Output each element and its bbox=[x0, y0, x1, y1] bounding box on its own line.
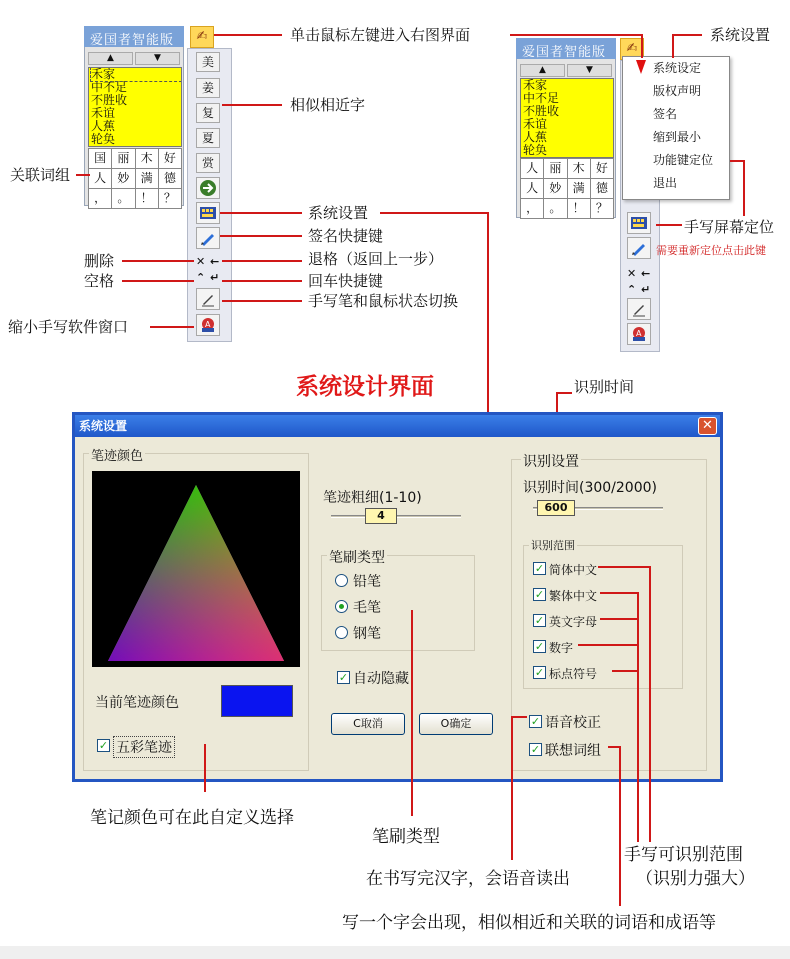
annotation-color-select: 笔记颜色可在此自定义选择 bbox=[90, 808, 294, 828]
brush-label-pen: 钢笔 bbox=[353, 626, 381, 642]
right-settings-gear-icon[interactable]: ✍ bbox=[620, 38, 644, 60]
grid-cell[interactable]: ？ bbox=[591, 199, 614, 219]
grid-cell[interactable]: ， bbox=[521, 199, 544, 219]
annotation-associated: 关联词组 bbox=[10, 166, 71, 184]
right-candidate-list bbox=[520, 78, 614, 158]
settings-dropdown-menu bbox=[622, 56, 730, 200]
connector-line bbox=[222, 300, 302, 302]
range-label-digits: 数字 bbox=[549, 641, 574, 655]
current-color-swatch[interactable] bbox=[221, 685, 293, 717]
grid-cell[interactable]: 。 bbox=[544, 199, 567, 219]
grid-cell[interactable]: 丽 bbox=[112, 149, 135, 169]
minimize-window-icon[interactable] bbox=[196, 314, 220, 336]
grid-cell[interactable]: 人 bbox=[521, 179, 544, 199]
stroke-color-group-label: 笔迹颜色 bbox=[89, 445, 145, 464]
connector-line bbox=[220, 235, 302, 237]
connector-line bbox=[222, 280, 302, 282]
next-arrow-icon[interactable] bbox=[196, 177, 220, 199]
brush-type-group-label: 笔刷类型 bbox=[327, 547, 387, 567]
connector-line bbox=[578, 644, 638, 646]
candidate-item[interactable]: 禾谊 bbox=[523, 117, 548, 131]
colorful-checkbox[interactable]: ✓ bbox=[98, 739, 109, 752]
brush-radio-pencil[interactable] bbox=[335, 574, 348, 587]
grid-cell[interactable]: ？ bbox=[159, 189, 182, 209]
connector-line bbox=[150, 326, 194, 328]
candidate-item[interactable]: 人蕉 bbox=[91, 119, 116, 133]
left-settings-gear-icon[interactable]: ✍ bbox=[190, 26, 214, 48]
annotation-pen-mouse: 手写笔和鼠标状态切换 bbox=[308, 292, 459, 310]
range-label-english: 英文字母 bbox=[549, 615, 598, 629]
right-page-arrows bbox=[520, 64, 612, 77]
connector-line bbox=[222, 104, 282, 106]
range-label-traditional: 繁体中文 bbox=[549, 589, 598, 603]
connector-line bbox=[730, 160, 744, 162]
left-page-arrows bbox=[88, 52, 180, 65]
candidate-item[interactable]: 轮奂 bbox=[91, 132, 116, 146]
left-related-grid bbox=[88, 148, 182, 209]
range-checkbox-digits[interactable]: ✓ bbox=[534, 640, 545, 653]
similar-char-5[interactable]: 赏 bbox=[196, 153, 220, 173]
bottom-divider bbox=[0, 946, 790, 959]
grid-cell[interactable]: 德 bbox=[159, 169, 182, 189]
annotation-similar: 相似相近字 bbox=[290, 96, 366, 114]
signature-pen-icon[interactable] bbox=[627, 237, 651, 259]
menu-item-signature[interactable]: 签名 bbox=[653, 107, 678, 121]
right-related-grid bbox=[520, 158, 614, 219]
recog-time-label: 识别时间(300/2000) bbox=[523, 480, 657, 496]
similar-char-2[interactable]: 姜 bbox=[196, 78, 220, 98]
grid-cell[interactable]: 妙 bbox=[544, 179, 567, 199]
annotation-click-left: 单击鼠标左键进入右图界面 bbox=[290, 26, 471, 44]
grid-cell[interactable]: ， bbox=[89, 189, 112, 209]
connector-line bbox=[656, 224, 682, 226]
annotation-bottom: 写一个字会出现，相似相近和关联的词语和成语等 bbox=[342, 913, 716, 933]
grid-cell[interactable]: 人 bbox=[521, 159, 544, 179]
delete-icon[interactable]: ✕ bbox=[627, 267, 637, 280]
dialog-title: 系统设置 bbox=[75, 415, 720, 437]
annotation-minimize: 缩小手写软件窗口 bbox=[8, 318, 129, 336]
recog-range-group-label: 识别范围 bbox=[531, 539, 575, 552]
connector-line bbox=[380, 212, 488, 214]
annotation-reposition: 需要重新定位点击此键 bbox=[656, 244, 766, 257]
similar-char-4[interactable]: 夏 bbox=[196, 128, 220, 148]
recog-time-slider-thumb[interactable]: 600 bbox=[537, 500, 575, 516]
enter-icon[interactable]: ↵ bbox=[210, 271, 220, 284]
connector-line bbox=[511, 716, 527, 718]
range-label-punctuation: 标点符号 bbox=[549, 667, 598, 681]
connector-line bbox=[600, 618, 638, 620]
grid-cell[interactable]: 木 bbox=[568, 159, 591, 179]
menu-item-system-settings[interactable]: 系统设定 bbox=[653, 61, 702, 75]
annotation-backspace: 退格（返回上一步） bbox=[308, 250, 444, 268]
annotation-voice: 在书写完汉字，会语音读出 bbox=[366, 869, 570, 889]
menu-item-copyright[interactable]: 版权声明 bbox=[653, 84, 702, 98]
left-candidate-list bbox=[88, 67, 182, 147]
minimize-window-icon[interactable] bbox=[627, 323, 651, 345]
grid-cell[interactable]: 人 bbox=[89, 169, 112, 189]
thickness-slider-thumb[interactable]: 4 bbox=[365, 508, 397, 524]
menu-item-exit[interactable]: 退出 bbox=[653, 176, 678, 190]
candidate-item[interactable]: 中不足 bbox=[523, 91, 560, 105]
page-down-button[interactable]: ▼ bbox=[135, 52, 180, 65]
space-icon[interactable]: ⌃ bbox=[196, 271, 206, 284]
backspace-icon[interactable]: ← bbox=[210, 255, 220, 268]
menu-item-minimize[interactable]: 缩到最小 bbox=[653, 130, 702, 144]
connector-line bbox=[600, 592, 638, 594]
ok-button[interactable]: O确定 bbox=[419, 713, 493, 735]
connector-line bbox=[598, 566, 650, 568]
connector-line bbox=[511, 716, 513, 860]
current-color-label: 当前笔迹颜色 bbox=[95, 695, 179, 711]
annotation-space: 空格 bbox=[84, 272, 115, 290]
connector-line bbox=[204, 744, 206, 792]
svg-text:A: A bbox=[636, 329, 642, 338]
grid-cell[interactable]: 。 bbox=[112, 189, 135, 209]
connector-line bbox=[672, 34, 702, 36]
delete-icon[interactable]: ✕ bbox=[196, 255, 206, 268]
grid-cell[interactable]: 国 bbox=[89, 149, 112, 169]
annotation-signature: 签名快捷键 bbox=[308, 227, 384, 245]
connector-line bbox=[487, 212, 489, 414]
grid-cell[interactable]: 满 bbox=[568, 179, 591, 199]
voice-check-label: 语音校正 bbox=[545, 715, 601, 731]
menu-item-function-key-position[interactable]: 功能键定位 bbox=[653, 153, 714, 167]
right-panel-title: 爱国者智能版 bbox=[516, 38, 616, 59]
connector-line bbox=[76, 174, 90, 176]
pen-mouse-toggle-icon[interactable] bbox=[196, 288, 220, 310]
candidate-item[interactable]: 轮奂 bbox=[523, 143, 548, 157]
connector-line bbox=[122, 260, 194, 262]
brush-radio-pen[interactable] bbox=[335, 626, 348, 639]
grid-cell[interactable]: 妙 bbox=[112, 169, 135, 189]
candidate-item[interactable]: 禾家 bbox=[91, 68, 181, 81]
connector-line bbox=[641, 34, 643, 58]
grid-cell[interactable]: 好 bbox=[591, 159, 614, 179]
connector-line bbox=[649, 566, 651, 842]
settings-keyboard-icon[interactable] bbox=[196, 202, 220, 224]
range-label-simplified: 简体中文 bbox=[549, 563, 598, 577]
dialog-heading: 系统设计界面 bbox=[296, 374, 434, 400]
close-icon[interactable]: ✕ bbox=[698, 417, 717, 435]
candidate-item[interactable]: 禾谊 bbox=[91, 106, 116, 120]
grid-cell[interactable]: 木 bbox=[136, 149, 159, 169]
annotation-delete: 删除 bbox=[84, 252, 115, 270]
annotation-range: 手写可识别范围 bbox=[624, 845, 743, 865]
auto-hide-label: 自动隐藏 bbox=[353, 671, 409, 687]
connector-line bbox=[220, 212, 302, 214]
page-up-button[interactable]: ▲ bbox=[520, 64, 565, 77]
grid-cell[interactable]: 德 bbox=[591, 179, 614, 199]
left-panel-title: 爱国者智能版 bbox=[84, 26, 184, 47]
connector-line bbox=[411, 610, 413, 816]
annotation-system-settings: 系统设置 bbox=[308, 204, 369, 222]
assoc-phrase-label: 联想词组 bbox=[545, 743, 601, 759]
range-checkbox-punctuation[interactable]: ✓ bbox=[534, 666, 545, 679]
annotation-recog-time: 识别时间 bbox=[574, 378, 635, 396]
connector-line bbox=[743, 160, 745, 216]
connector-line bbox=[612, 670, 638, 672]
svg-text:A: A bbox=[205, 320, 211, 329]
red-arrow-down-icon bbox=[635, 58, 647, 76]
annotation-system-settings-right: 系统设置 bbox=[710, 26, 771, 44]
brush-label-brush: 毛笔 bbox=[353, 600, 381, 616]
colorful-label: 五彩笔迹 bbox=[113, 736, 175, 758]
page-down-button[interactable]: ▼ bbox=[567, 64, 612, 77]
color-picker-triangle[interactable] bbox=[92, 471, 300, 667]
color-triangle-svg bbox=[92, 471, 300, 667]
enter-icon[interactable]: ↵ bbox=[641, 283, 651, 296]
connector-line bbox=[556, 392, 572, 394]
thickness-label: 笔迹粗细(1-10) bbox=[323, 490, 422, 506]
cancel-button[interactable]: C取消 bbox=[331, 713, 405, 735]
grid-cell[interactable]: 好 bbox=[159, 149, 182, 169]
annotation-enter: 回车快捷键 bbox=[308, 272, 384, 290]
connector-line bbox=[122, 280, 194, 282]
connector-line bbox=[510, 34, 642, 36]
recognition-group-label: 识别设置 bbox=[521, 451, 581, 471]
space-icon[interactable]: ⌃ bbox=[627, 283, 637, 296]
range-checkbox-english[interactable]: ✓ bbox=[534, 614, 545, 627]
brush-label-pencil: 铅笔 bbox=[353, 574, 381, 590]
connector-line bbox=[214, 34, 282, 36]
grid-cell[interactable]: ！ bbox=[136, 189, 159, 209]
brush-radio-brush[interactable] bbox=[335, 600, 348, 613]
annotation-range-sub: （识别力强大） bbox=[636, 869, 755, 889]
range-checkbox-simplified[interactable]: ✓ bbox=[534, 562, 545, 575]
candidate-item[interactable]: 人蕉 bbox=[523, 130, 548, 144]
candidate-item[interactable]: 禾家 bbox=[523, 78, 548, 92]
candidate-item[interactable]: 不胜收 bbox=[523, 104, 560, 118]
signature-pen-icon[interactable] bbox=[196, 227, 220, 249]
grid-cell[interactable]: ！ bbox=[568, 199, 591, 219]
connector-line bbox=[672, 34, 674, 58]
backspace-icon[interactable]: ← bbox=[641, 267, 651, 280]
annotation-brush-type: 笔刷类型 bbox=[372, 827, 440, 847]
connector-line bbox=[608, 746, 620, 748]
page-up-button[interactable]: ▲ bbox=[88, 52, 133, 65]
candidate-item[interactable]: 不胜收 bbox=[91, 93, 128, 107]
candidate-item[interactable]: 中不足 bbox=[91, 80, 128, 94]
similar-char-1[interactable]: 美 bbox=[196, 52, 220, 72]
pen-mouse-toggle-icon[interactable] bbox=[627, 298, 651, 320]
grid-cell[interactable]: 丽 bbox=[544, 159, 567, 179]
settings-keyboard-icon[interactable] bbox=[627, 212, 651, 234]
system-settings-dialog bbox=[72, 412, 723, 782]
similar-char-3[interactable]: 复 bbox=[196, 103, 220, 123]
connector-line bbox=[637, 592, 639, 842]
voice-check-checkbox[interactable]: ✓ bbox=[530, 715, 541, 728]
assoc-phrase-checkbox[interactable]: ✓ bbox=[530, 743, 541, 756]
range-checkbox-traditional[interactable]: ✓ bbox=[534, 588, 545, 601]
grid-cell[interactable]: 满 bbox=[136, 169, 159, 189]
auto-hide-checkbox[interactable]: ✓ bbox=[338, 671, 349, 684]
connector-line bbox=[619, 746, 621, 906]
annotation-handwrite-position: 手写屏幕定位 bbox=[684, 218, 775, 236]
connector-line bbox=[222, 260, 302, 262]
